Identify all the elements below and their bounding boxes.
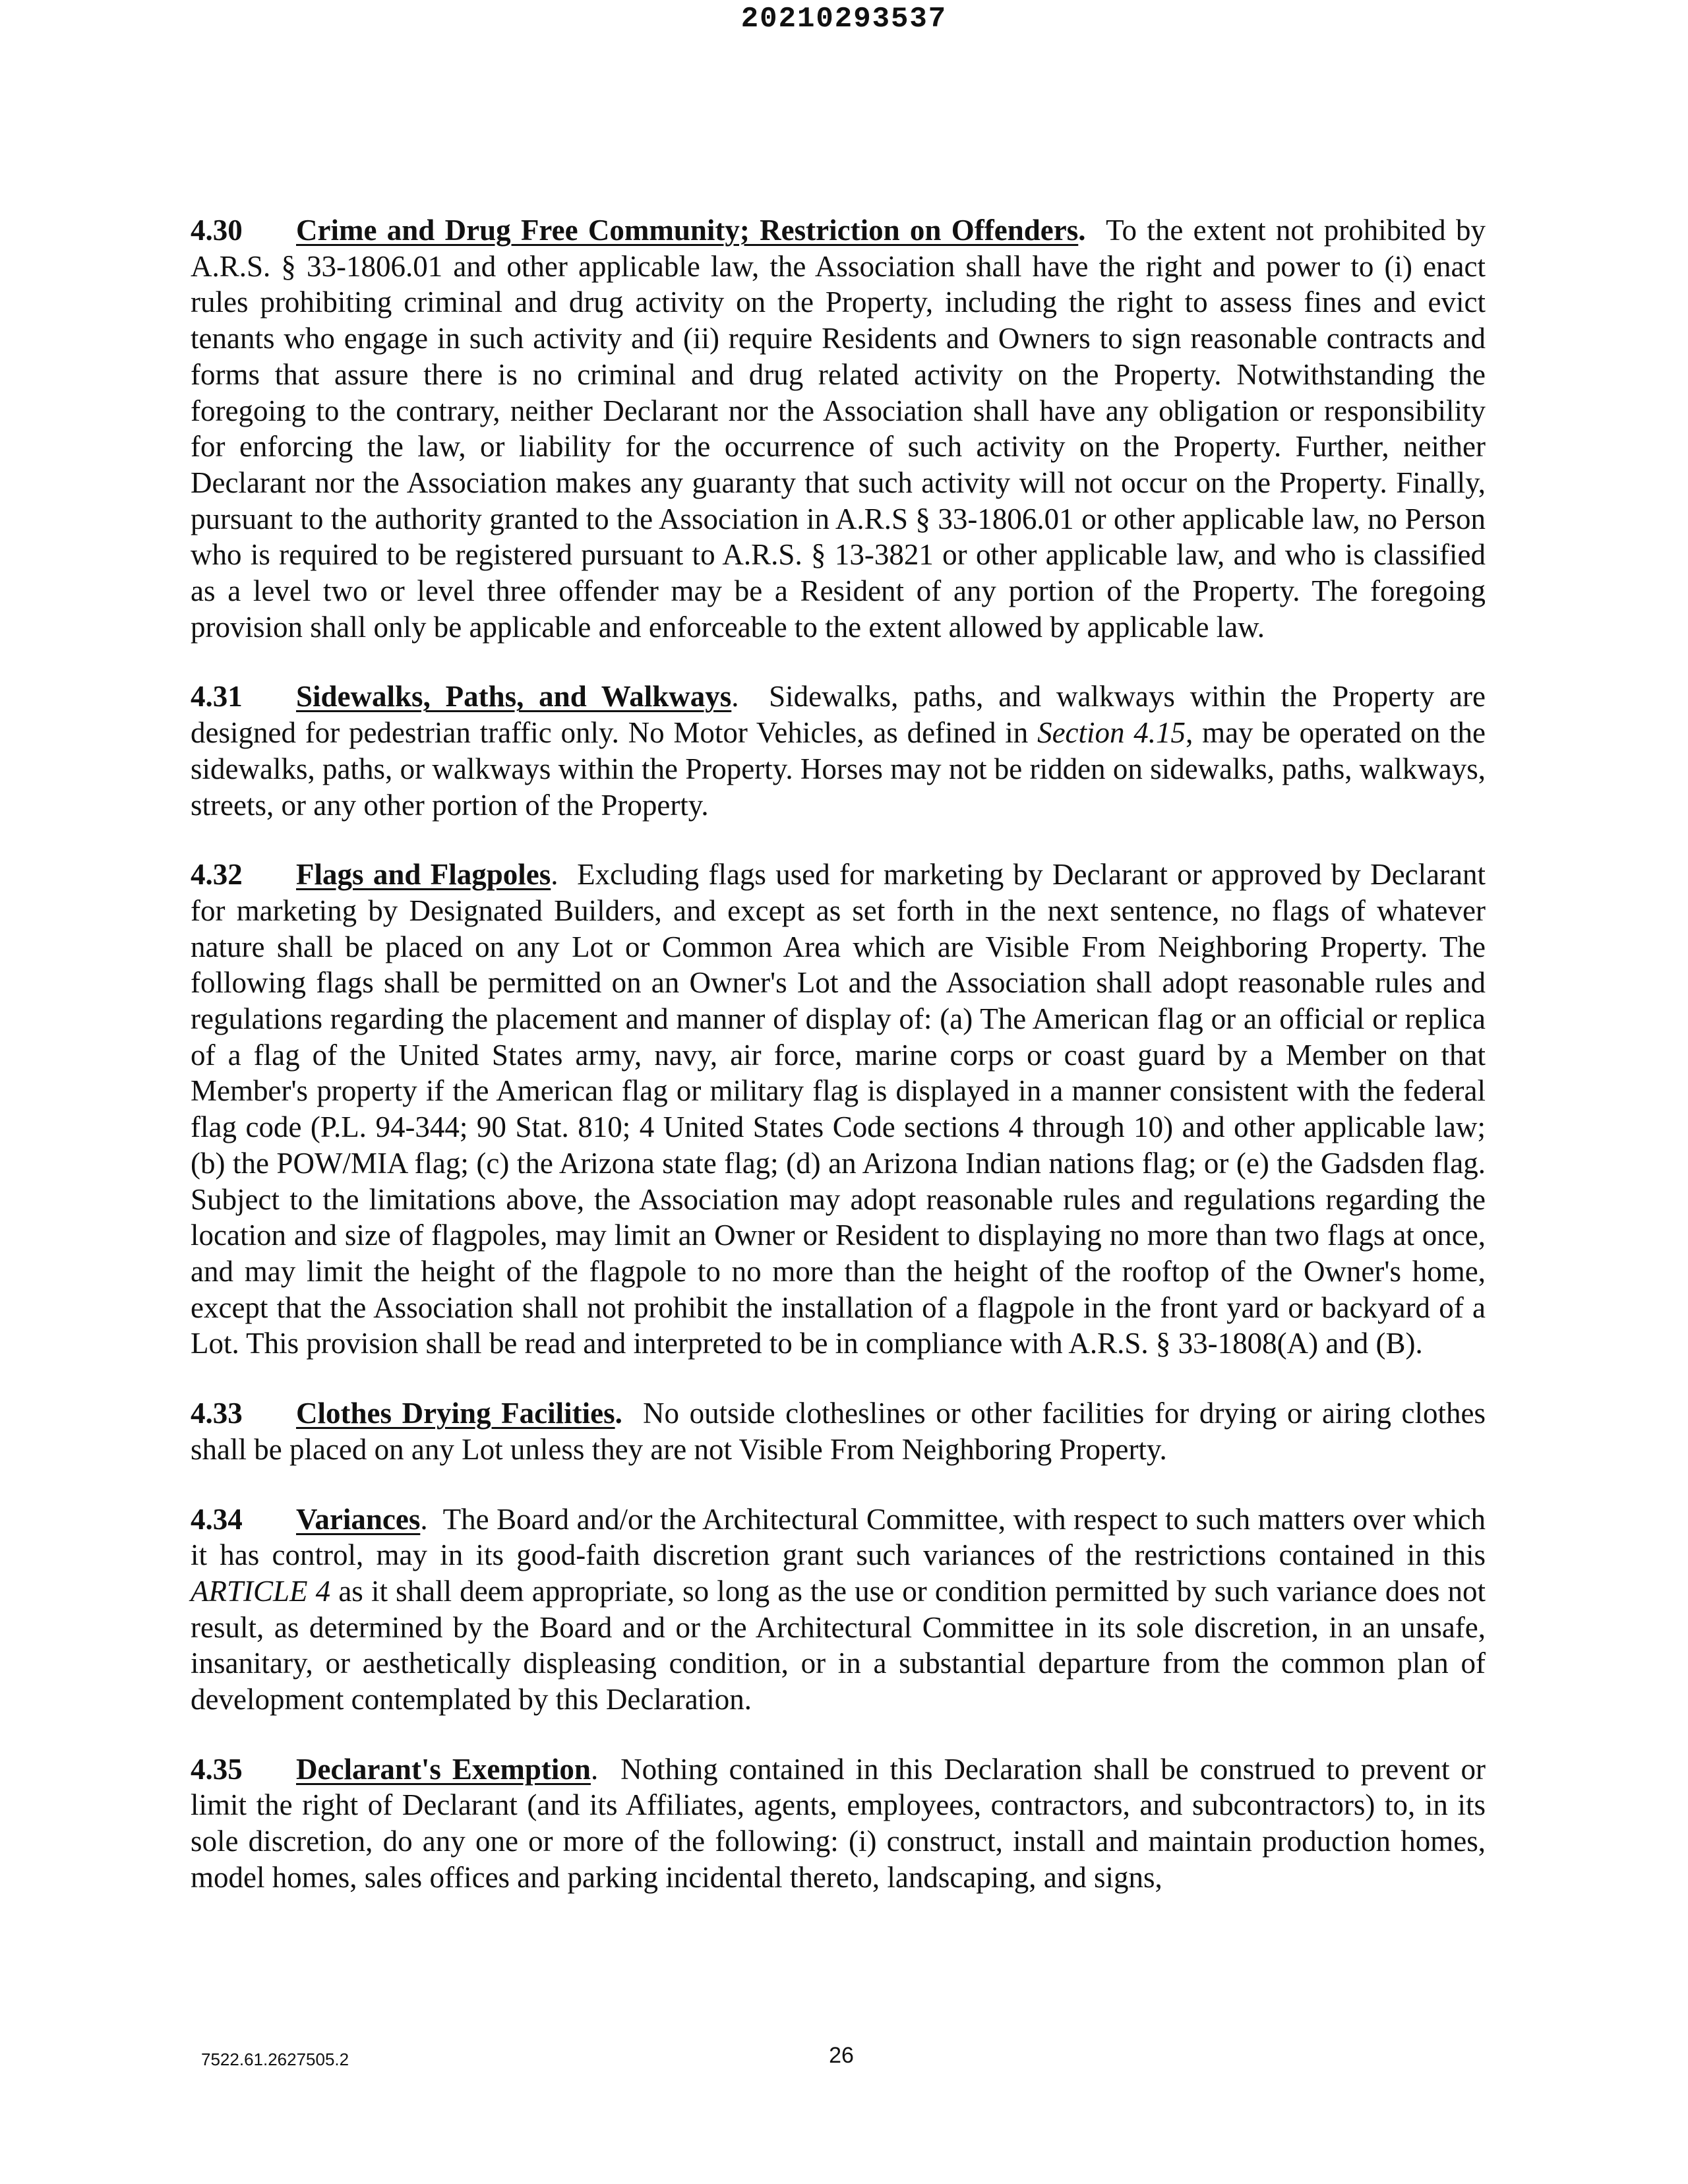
section-heading: Crime and Drug Free Community; Restriction on Offenders bbox=[296, 214, 1079, 247]
section-heading: Flags and Flagpoles bbox=[296, 858, 551, 892]
section-heading: Declarant's Exemption bbox=[296, 1752, 591, 1786]
document-body bbox=[191, 212, 1486, 1929]
section-body: The Board and/or the Architectural Committee, with respect to such matters over which it has control, may in its good-faith discretion grant such variances of the restrictions contained in this bbox=[191, 1502, 1486, 1572]
section-4-31 bbox=[191, 679, 1486, 823]
heading-punctuation: . bbox=[420, 1502, 428, 1536]
section-reference: Section 4.15 bbox=[1037, 716, 1186, 750]
section-body: Sidewalks, paths, and walkways within the Property are designed for pedestrian traffic only. No Motor Vehicles, as defined in bbox=[191, 680, 1486, 750]
section-body: Excluding flags used for marketing by Declarant or approved by Declarant for marketing by Designated Builders, and except as set forth in the next sentence, no flags of whatever nature shall be placed on any Lot or Common Area which are Visible From Neighboring Property. The following flags shall be permitted on an Owner's Lot and the Association shall adopt reasonable rules and regulations regarding the placement and manner of display of: (a) The American flag or an official or replica of a flag of the United States army, navy, air force, marine corps or coast guard by a Member on that Member's property if the American flag or military flag is displayed in a manner consistent with the federal flag code (P.L. 94-344; 90 Stat. 810; 4 United States Code sections 4 through 10) and other applicable law; (b) the POW/MIA flag; (c) the Arizona state flag; (d) an Arizona Indian nations flag; or (e) the Gadsden flag. Subject to the limitations above, the Association may adopt reasonable rules and regulations regarding the location and size of flagpoles, may limit an Owner or Resident to displaying no more than two flags at once, and may limit the height of the flagpole to no more than the height of the rooftop of the Owner's home, except that the Association shall not prohibit the installation of a flagpole in the front yard or backyard of a Lot. This provision shall be read and interpreted to be in compliance with A.R.S. § 33-1808(A) and (B). bbox=[191, 858, 1486, 1360]
section-number: 4.34 bbox=[191, 1502, 243, 1536]
section-body: To the extent not prohibited by A.R.S. § 33-1806.01 and other applicable law, the Association shall have the right and power to (i) enact rules prohibiting criminal and drug activity on the Property, including the right to assess fines and evict tenants who engage in such activity and (ii) require Residents and Owners to sign reasonable contracts and forms that assure there is no criminal and drug related activity on the Property. Notwithstanding the foregoing to the contrary, neither Declarant nor the Association shall have any obligation or responsibility for enforcing the law, or liability for the occurrence of such activity on the Property. Further, neither Declarant nor the Association makes any guaranty that such activity will not occur on the Property. Finally, pursuant to the authority granted to the Association in A.R.S § 33-1806.01 or other applicable law, no Person who is required to be registered pursuant to A.R.S. § 13-3821 or other applicable law, and who is classified as a level two or level three offender may be a Resident of any portion of the Property. The foregoing provision shall only be applicable and enforceable to the extent allowed by applicable law. bbox=[191, 214, 1486, 644]
section-heading: Variances bbox=[296, 1502, 421, 1536]
document-number: 20210293537 bbox=[740, 3, 948, 36]
section-body: Nothing contained in this Declaration shall be construed to prevent or limit the right of Declarant (and its Affiliates, agents, employees, contractors, and subcontractors) to, in its sole discretion, do any one or more of the following: (i) construct, install and maintain production homes, model homes, sales offices and parking incidental thereto, landscaping, and signs, bbox=[191, 1752, 1486, 1894]
heading-punctuation: . bbox=[615, 1397, 622, 1430]
section-4-33 bbox=[191, 1395, 1486, 1467]
section-4-35 bbox=[191, 1751, 1486, 1896]
section-number: 4.33 bbox=[191, 1397, 243, 1430]
section-4-34 bbox=[191, 1502, 1486, 1718]
article-reference: ARTICLE 4 bbox=[191, 1574, 331, 1608]
page-number: 26 bbox=[829, 2043, 854, 2068]
section-number: 4.35 bbox=[191, 1752, 243, 1786]
section-body-continued: as it shall deem appropriate, so long as the use or condition permitted by such variance does not result, as determined by the Board and or the Architectural Committee in its sole discretion, in an unsafe, insanitary, or aesthetically displeasing condition, or in a substantial departure from the common plan of development contemplated by this Declaration. bbox=[191, 1574, 1486, 1716]
section-heading: Clothes Drying Facilities bbox=[296, 1397, 615, 1430]
heading-punctuation: . bbox=[590, 1752, 599, 1786]
section-number: 4.32 bbox=[191, 858, 243, 892]
section-4-32 bbox=[191, 857, 1486, 1362]
heading-punctuation: . bbox=[1078, 214, 1086, 247]
section-heading: Sidewalks, Paths, and Walkways bbox=[296, 680, 732, 713]
footer-document-id: 7522.61.2627505.2 bbox=[201, 2049, 349, 2069]
heading-punctuation: . bbox=[551, 858, 558, 892]
section-body: No outside clotheslines or other facilities for drying or airing clothes shall be placed on any Lot unless they are not Visible From Neighboring Property. bbox=[191, 1397, 1486, 1466]
section-number: 4.30 bbox=[191, 214, 243, 247]
section-body-continued: , may be operated on the sidewalks, paths, or walkways within the Property. Horses may not be ridden on sidewalks, paths, walkways, streets, or any other portion of the Property. bbox=[191, 716, 1486, 822]
heading-punctuation: . bbox=[731, 680, 739, 713]
section-number: 4.31 bbox=[191, 680, 243, 713]
section-4-30 bbox=[191, 212, 1486, 645]
